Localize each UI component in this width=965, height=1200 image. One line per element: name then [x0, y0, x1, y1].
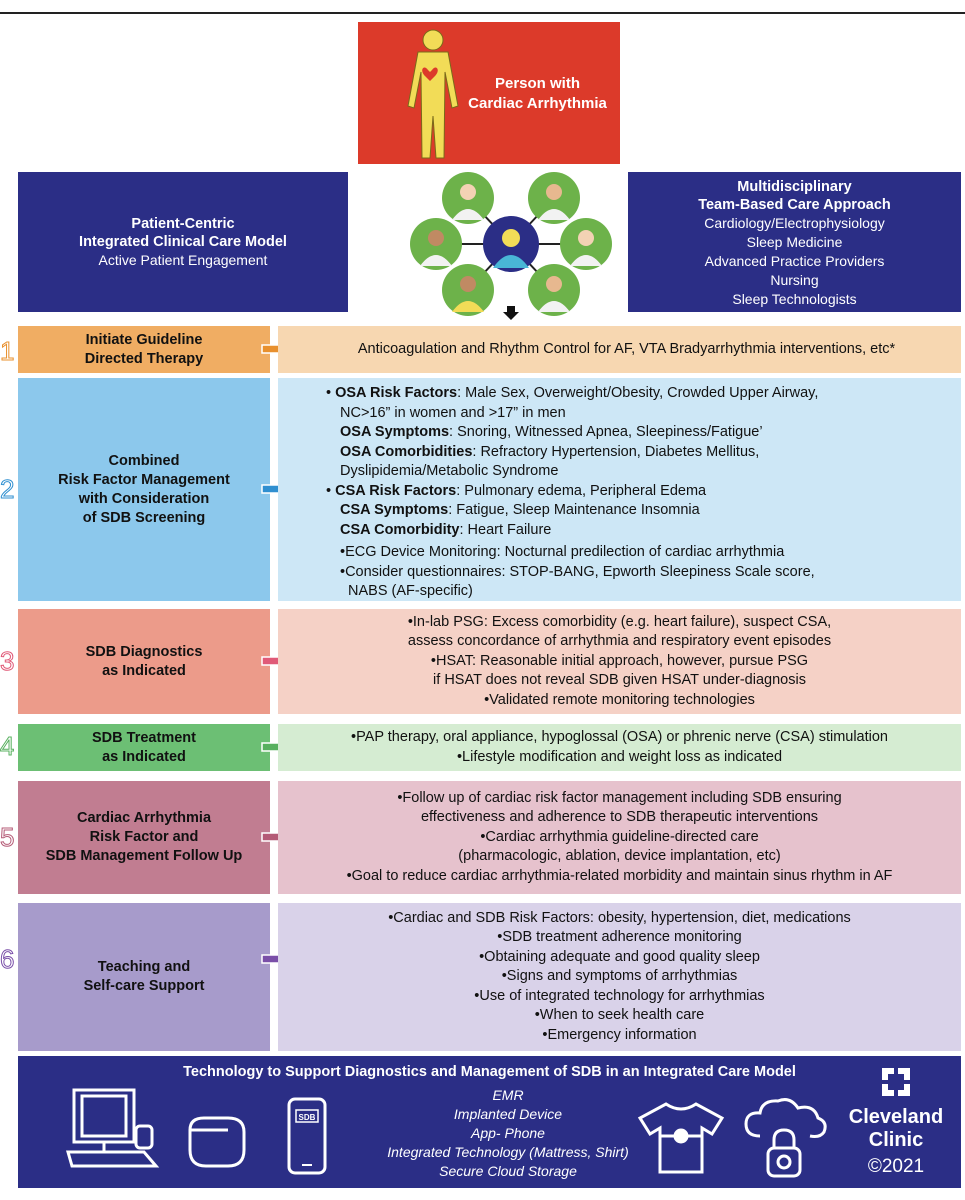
- step-6-detail-line: •Obtaining adequate and good quality sleep: [479, 948, 760, 965]
- step-6-label-line: Self-care Support: [83, 978, 205, 994]
- step-6-label: [18, 903, 270, 1051]
- step-3-detail: [278, 609, 961, 714]
- team-member-5: [442, 264, 494, 316]
- team-member-3: [410, 218, 462, 270]
- person-line-2: Cardiac Arrhythmia: [468, 95, 607, 112]
- step-5-label-line: SDB Management Follow Up: [45, 848, 243, 864]
- team-item: Sleep Technologists: [732, 291, 857, 307]
- top-rule: [0, 12, 965, 14]
- step-6-detail-line: •SDB treatment adherence monitoring: [497, 929, 742, 946]
- step-1-number: 1: [0, 338, 14, 364]
- step-5-detail-line: •Goal to reduce cardiac arrhythmia-related morbidity and maintain sinus rhythm in AF: [346, 867, 893, 884]
- technology-item: Secure Cloud Storage: [439, 1163, 577, 1179]
- step-1-label: [18, 326, 270, 373]
- team-item: Nursing: [770, 272, 819, 288]
- step-6-label-line: Teaching and: [97, 959, 191, 975]
- csa-symptoms: CSA Symptoms: Fatigue, Sleep Maintenance Insomnia: [340, 502, 700, 518]
- cloud-lock-icon: [740, 1096, 830, 1182]
- team-member-4: [560, 218, 612, 270]
- technology-item: EMR: [492, 1087, 524, 1103]
- patient-centric-panel: [18, 172, 348, 312]
- team-member-1: [442, 172, 494, 224]
- team-member-6: [528, 264, 580, 316]
- step-2-label-line: with Consideration: [78, 490, 210, 507]
- team-title-1: Multidisciplinary: [737, 179, 852, 195]
- step-2-label-line: Combined: [108, 452, 180, 469]
- step-5-label-line: Risk Factor and: [89, 829, 199, 845]
- step-3-label: [18, 609, 270, 714]
- technology-item: App- Phone: [471, 1125, 545, 1141]
- care-team-icon: [400, 168, 622, 320]
- csa-comorbidity: CSA Comorbidity: Heart Failure: [340, 521, 552, 538]
- step-3-label-line: as Indicated: [102, 662, 186, 679]
- technology-footer: [18, 1056, 961, 1188]
- osa-risk-factors: • OSA Risk Factors: Male Sex, Overweight/Obesity, Crowded Upper Airway,: [326, 385, 819, 401]
- technology-item: Integrated Technology (Mattress, Shirt): [387, 1144, 629, 1160]
- step-1-label-line: Initiate Guideline: [85, 331, 203, 348]
- osa-symptoms: OSA Symptoms: Snoring, Witnessed Apnea, Sleepiness/Fatigue’: [340, 424, 763, 440]
- step-1-detail-text: Anticoagulation and Rhythm Control for AF, VTA Bradyarrhythmia interventions, etc*: [357, 340, 896, 357]
- step-5-label-line: Cardiac Arrhythmia: [76, 810, 212, 826]
- step-2-label-line: of SDB Screening: [82, 509, 206, 526]
- step-6-detail-line: •When to seek health care: [534, 1007, 705, 1024]
- step-3-detail-line: assess concordance of arrhythmia and respiratory event episodes: [407, 633, 832, 650]
- step-2-detail: [278, 378, 961, 601]
- step-2-label: [18, 378, 270, 601]
- patient-centric-line-1: Patient-Centric: [131, 216, 235, 232]
- step-4-label-line: SDB Treatment: [92, 729, 196, 746]
- step-3-detail-line: •In-lab PSG: Excess comorbidity (e.g. heart failure), suspect CSA,: [407, 613, 832, 630]
- step-6-detail-line: •Emergency information: [542, 1026, 697, 1043]
- osa-risk-factors-cont: NC>16” in women and >17” in men: [340, 404, 566, 421]
- cleveland-clinic-logo-icon: [878, 1064, 914, 1100]
- step-5-detail: [278, 781, 961, 894]
- footer-title: Technology to Support Diagnostics and Management of SDB in an Integrated Care Model: [183, 1064, 796, 1080]
- ecg-monitoring: •ECG Device Monitoring: Nocturnal predilection of cardiac arrhythmia: [340, 544, 785, 560]
- step-3-number: 3: [0, 648, 14, 674]
- step-3-label-line: SDB Diagnostics: [85, 643, 203, 660]
- step-6-detail-line: •Use of integrated technology for arrhythmias: [474, 987, 765, 1004]
- step-1-detail: [278, 326, 961, 373]
- osa-comorbidities-cont: Dyslipidemia/Metabolic Syndrome: [340, 463, 559, 479]
- team-patient: [483, 216, 539, 272]
- step-2-label-line: Risk Factor Management: [58, 471, 230, 488]
- osa-comorbidities: OSA Comorbidities: Refractory Hypertension, Diabetes Mellitus,: [340, 443, 760, 460]
- person-label: [455, 74, 620, 114]
- person-line-1: Person with: [494, 75, 580, 92]
- questionnaires: •Consider questionnaires: STOP-BANG, Epworth Sleepiness Scale score,: [340, 563, 815, 580]
- step-5-detail-line: •Cardiac arrhythmia guideline-directed care: [480, 828, 759, 845]
- brand-line-2: Clinic: [868, 1129, 924, 1151]
- computer-icon: [64, 1086, 160, 1170]
- patient-centric-line-2: Integrated Clinical Care Model: [79, 234, 287, 250]
- team-based-panel: [628, 172, 961, 312]
- questionnaires-cont: NABS (AF-specific): [348, 583, 473, 599]
- step-4-detail-line: •PAP therapy, oral appliance, hypoglossal (OSA) or phrenic nerve (CSA) stimulation: [351, 729, 888, 745]
- step-5-label: [18, 781, 270, 894]
- step-5-detail-line: effectiveness and adherence to SDB therapeutic interventions: [420, 809, 819, 826]
- step-3-detail-line: •HSAT: Reasonable initial approach, however, pursue PSG: [430, 652, 809, 669]
- team-member-2: [528, 172, 580, 224]
- csa-risk-factors: • CSA Risk Factors: Pulmonary edema, Peripheral Edema: [326, 482, 707, 499]
- step-5-detail-line: •Follow up of cardiac risk factor management including SDB ensuring: [397, 789, 842, 806]
- step-6-detail-line: •Cardiac and SDB Risk Factors: obesity, hypertension, diet, medications: [388, 909, 851, 926]
- technology-item: Implanted Device: [453, 1106, 563, 1122]
- implanted-device-icon: [184, 1114, 250, 1172]
- step-4-label: [18, 724, 270, 771]
- step-5-detail-line: (pharmacologic, ablation, device implantation, etc): [458, 848, 781, 865]
- step-6-number: 6: [0, 946, 14, 972]
- step-4-label-line: as Indicated: [102, 748, 186, 765]
- step-3-detail-line: •Validated remote monitoring technologies: [484, 691, 755, 708]
- step-1-label-line: Directed Therapy: [84, 350, 204, 367]
- step-6-detail: [278, 903, 961, 1051]
- team-item: Cardiology/Electrophysiology: [704, 215, 885, 231]
- step-4-detail: [278, 724, 961, 771]
- copyright: ©2021: [867, 1156, 925, 1177]
- step-5-number: 5: [0, 824, 14, 850]
- step-6-detail-line: •Signs and symptoms of arrhythmias: [501, 968, 738, 985]
- phone-sdb-label: SDB: [298, 1113, 316, 1122]
- shirt-icon: [636, 1100, 726, 1176]
- step-2-number: 2: [0, 476, 14, 502]
- patient-centric-line-3: Active Patient Engagement: [98, 252, 268, 268]
- step-3-detail-line: if HSAT does not reveal SDB given HSAT under-diagnosis: [433, 672, 806, 689]
- team-title-2: Team-Based Care Approach: [698, 197, 891, 213]
- step-4-detail-line: •Lifestyle modification and weight loss as indicated: [456, 748, 783, 765]
- step-4-number: 4: [0, 733, 14, 759]
- brand-name: [836, 1106, 956, 1152]
- brand-line-1: Cleveland: [848, 1106, 944, 1128]
- team-item: Advanced Practice Providers: [704, 253, 885, 269]
- team-item: Sleep Medicine: [746, 234, 843, 250]
